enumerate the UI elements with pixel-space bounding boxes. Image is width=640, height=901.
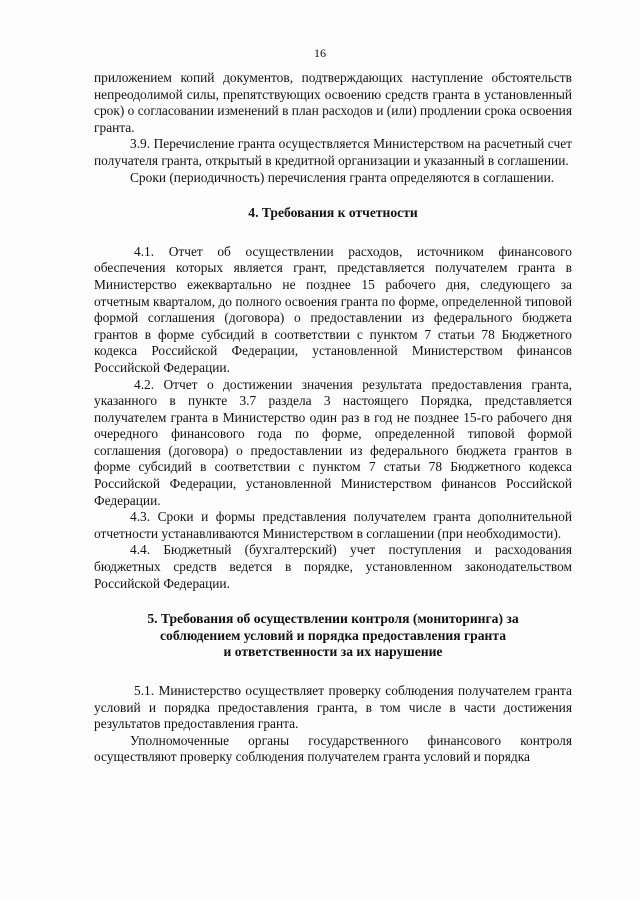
document-body xyxy=(94,70,572,766)
paragraph-continuation: приложением копий документов, подтверждающих наступление обстоятельств непреодолимой силы, препятствующих освоению средств гранта в установленный срок) о согласовании изменений в план расходов и (или) продлении срока освоения гранта. xyxy=(94,70,572,135)
paragraph-financial-control: Уполномоченные органы государственного финансового контроля осуществляют проверку соблюдения получателем гранта условий и порядка xyxy=(94,732,572,765)
paragraph-4-3: 4.3. Сроки и формы представления получателем гранта дополнительной отчетности устанавливаются Министерством в соглашении (при необходимости). xyxy=(94,509,572,541)
paragraph-4-4: 4.4. Бюджетный (бухгалтерский) учет поступления и расходования бюджетных средств ведется в порядке, установленном законодательством Российской Федерации. xyxy=(94,542,572,591)
section-5-heading-line: и ответственности за их нарушение xyxy=(223,644,443,660)
paragraph-4-2: 4.2. Отчет о достижении значения результата предоставления гранта, указанного в пункте 3.7 раздела 3 настоящего Порядка, представляется получателем гранта в Министерство один раз в год не позднее 15-го рабочего дня очередного финансового года по форме, определенной типовой формой соглашения (договора) о предоставлении из федерального бюджета грантов в форме субсидий в соответствии с пунктом 7 статьи 78 Бюджетного кодекса Российской Федерации, установленной Министерством финансов Российской Федерации. xyxy=(94,376,572,508)
page-number: 16 xyxy=(314,46,326,60)
section-5-heading-line: соблюдением условий и порядка предоставления гранта xyxy=(159,627,506,643)
paragraph-5-1: 5.1. Министерство осуществляет проверку соблюдения получателем гранта условий и порядка предоставления гранта, в том числе в части достижения результатов предоставления гранта. xyxy=(94,683,572,732)
section-4-heading: 4. Требования к отчетности xyxy=(248,205,418,221)
paragraph-payment-terms: Сроки (периодичность) перечисления гранта определяются в соглашении. xyxy=(130,169,555,185)
paragraph-3-9: 3.9. Перечисление гранта осуществляется Министерством на расчетный счет получателя гранта, открытый в кредитной организации и указанный в соглашении. xyxy=(94,136,572,168)
paragraph-4-1: 4.1. Отчет об осуществлении расходов, источником финансового обеспечения которых является грант, представляется получателем гранта в Министерство ежеквартально не позднее 15 рабочего дня, следующего за отчетным кварталом, до полного освоения гранта по форме, определенной типовой формой соглашения (договора) о предоставлении из федерального бюджета грантов в форме субсидий в соответствии с пунктом 7 статьи 78 Бюджетного кодекса Российской Федерации, установленной Министерством финансов Российской Федерации. xyxy=(94,243,572,375)
section-5-heading xyxy=(94,611,572,661)
section-5-heading-line: 5. Требования об осуществлении контроля (мониторинга) за xyxy=(147,611,519,627)
